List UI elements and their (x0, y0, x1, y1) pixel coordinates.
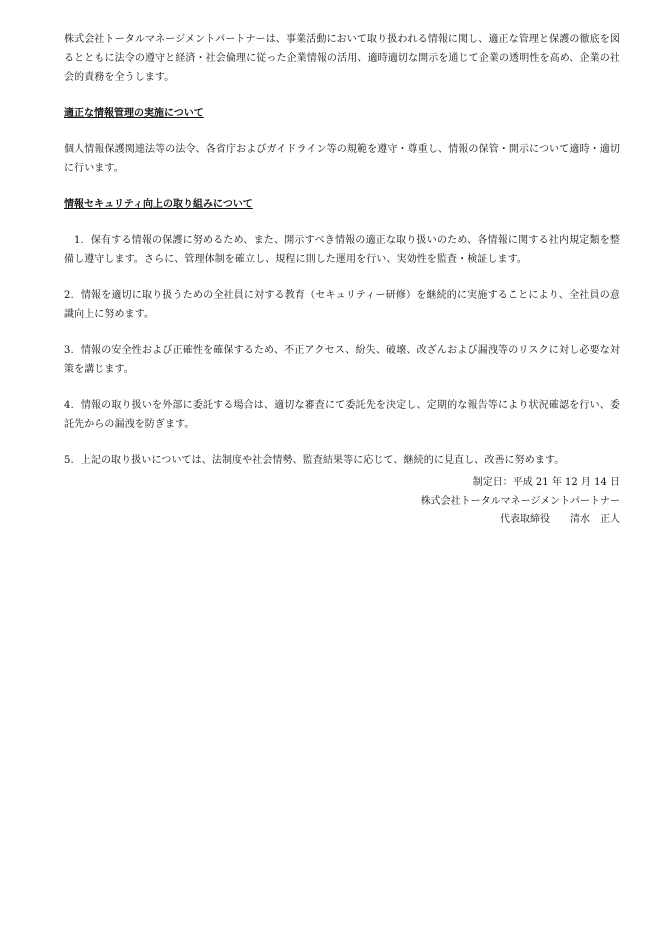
item-text: 情報の安全性および正確性を確保するため、不正アクセス、紛失、破壊、改ざんおよび漏洩等のリスクに対し必要な対策を講じます。 (64, 345, 620, 375)
section-heading-info-management: 適正な情報管理の実施について (64, 108, 204, 119)
intro-paragraph: 株式会社トータルマネージメントパートナーは、事業活動において取り扱われる情報に関し、適正な管理と保護の徹底を図るとともに法令の遵守と経済・社会倫理に従った企業情報の活用、適時適切な開示を通じて企業の透明性を高め、企業の社会的責務を全うします。 (64, 34, 620, 83)
item-text: 情報を適切に取り扱うための全社員に対する教育（セキュリティー研修）を継続的に実施することにより、全社員の意識向上に努めます。 (64, 290, 620, 320)
item-number: 3. (64, 345, 74, 356)
item-text: 情報の取り扱いを外部に委託する場合は、適切な審査にて委託先を決定し、定期的な報告等により状況確認を行い、委託先からの漏洩を防ぎます。 (64, 400, 620, 430)
policy-item-4 (64, 396, 620, 434)
item-text: 保有する情報の保護に努めるため、また、開示すべき情報の適正な取り扱いのため、各情報に関する社内規定類を整備し遵守します。さらに、管理体制を確立し、規程に則した運用を行い、実効性を監査・検証します。 (64, 235, 620, 265)
policy-item-1 (64, 231, 620, 269)
section-body-info-management: 個人情報保護関連法等の法令、各省庁およびガイドライン等の規範を遵守・尊重し、情報の保管・開示について適時・適切に行います。 (64, 144, 620, 174)
item-number: 1. (74, 235, 84, 246)
signature-block (421, 474, 620, 530)
item-number: 4. (64, 400, 74, 411)
item-number: 5. (64, 455, 74, 466)
section-heading-security: 情報セキュリティ向上の取り組みについて (64, 199, 253, 210)
policy-document (64, 30, 620, 470)
policy-item-2 (64, 286, 620, 324)
item-text: 上記の取り扱いについては、法制度や社会情勢、監査結果等に応じて、継続的に見直し、改善に努めます。 (80, 455, 565, 466)
company-name: 株式会社トータルマネージメントパートナー (420, 495, 620, 507)
policy-item-5 (64, 451, 620, 470)
policy-item-3 (64, 341, 620, 379)
item-number: 2. (64, 290, 74, 301)
representative-name: 代表取締役 清水 正人 (500, 514, 620, 525)
enactment-date: 制定日：平成 21 年 12 月 14 日 (472, 477, 620, 488)
